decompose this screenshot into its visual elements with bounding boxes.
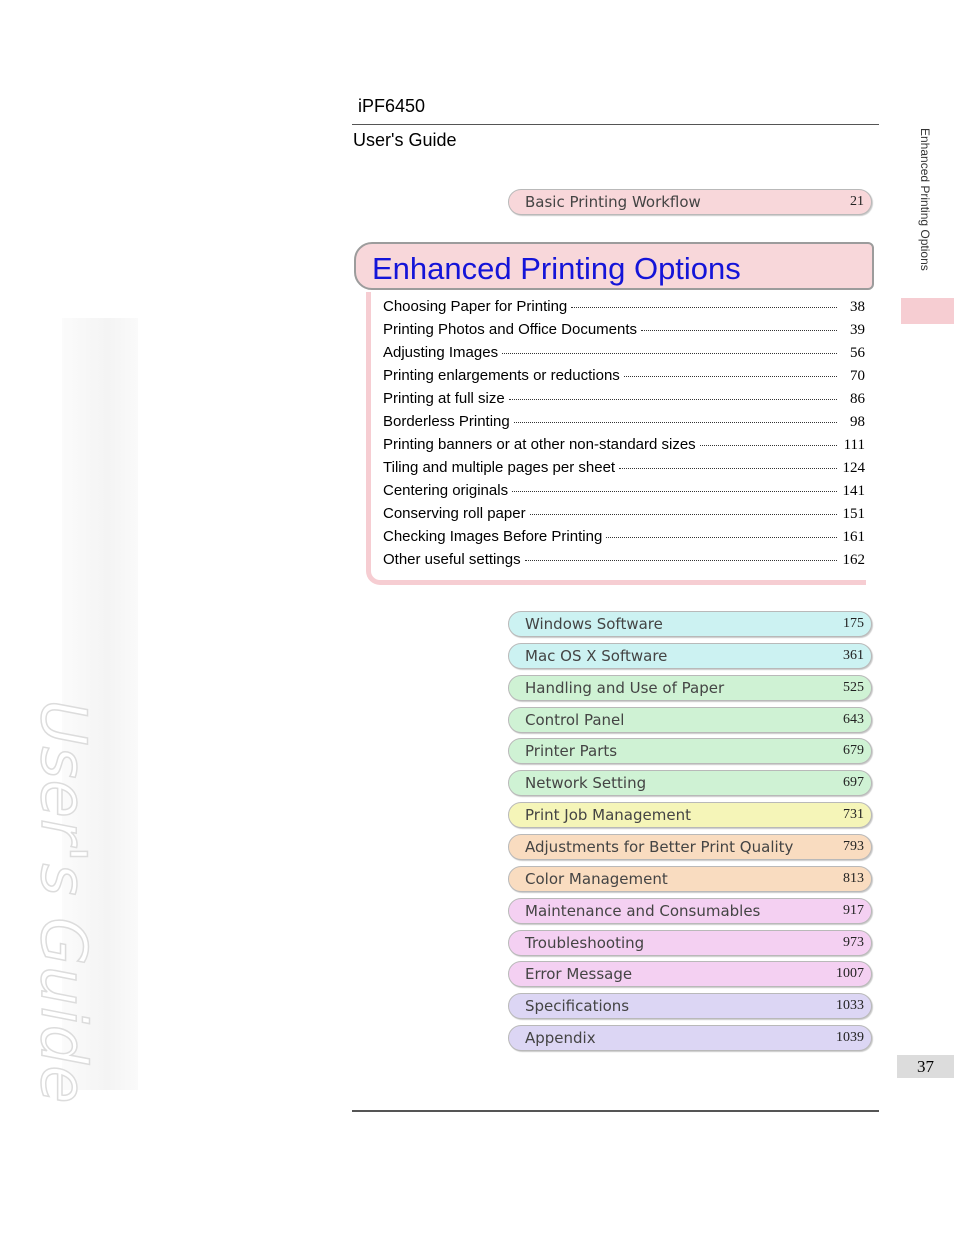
- toc-entry-label: Printing Photos and Office Documents: [383, 321, 638, 338]
- chapter-tab-page: 731: [843, 807, 864, 823]
- toc-leader-dots: [619, 468, 836, 469]
- toc-entry-label: Conserving roll paper: [383, 505, 526, 522]
- toc-entry-label: Printing banners or at other non-standard sizes: [383, 436, 696, 453]
- chapter-tab[interactable]: [508, 930, 872, 956]
- toc-entry[interactable]: [383, 505, 865, 525]
- chapter-tab-page: 679: [843, 743, 864, 759]
- toc-entry[interactable]: [383, 298, 865, 318]
- chapter-tab-label: Printer Parts: [525, 742, 618, 761]
- toc-entry-label: Adjusting Images: [383, 344, 499, 361]
- toc-entry-page: 151: [842, 506, 865, 522]
- chapter-tab[interactable]: [508, 611, 872, 637]
- chapter-tab-label: Handling and Use of Paper: [525, 678, 725, 697]
- toc-entry-label: Tiling and multiple pages per sheet: [383, 459, 616, 476]
- chapter-tab-page: 1033: [836, 998, 864, 1014]
- toc-entry[interactable]: [383, 528, 865, 548]
- page-number: 37: [897, 1055, 954, 1078]
- toc-entry-label: Checking Images Before Printing: [383, 528, 603, 545]
- chapter-tab[interactable]: [508, 675, 872, 701]
- toc-entry[interactable]: [383, 482, 865, 502]
- chapter-tab-page: 361: [843, 647, 864, 663]
- chapter-tab-page: 175: [843, 616, 864, 631]
- toc-leader-dots: [525, 560, 837, 561]
- toc-entry-page: 111: [843, 437, 865, 453]
- chapter-tab-label: Basic Printing Workflow: [525, 193, 701, 211]
- toc-entry-page: 56: [850, 345, 865, 361]
- chapter-tab-page: 1039: [836, 1030, 864, 1046]
- toc-leader-dots: [514, 422, 837, 423]
- toc-entry[interactable]: [383, 367, 865, 387]
- toc-leader-dots: [502, 353, 837, 354]
- toc-entry-page: 86: [850, 391, 865, 407]
- toc-leader-dots: [530, 514, 837, 515]
- chapter-tab-basic-printing-workflow[interactable]: [508, 189, 872, 215]
- chapter-tab[interactable]: [508, 993, 872, 1019]
- chapter-tab[interactable]: [508, 898, 872, 924]
- toc-leader-dots: [571, 307, 837, 308]
- chapter-tab-label: Maintenance and Consumables: [525, 901, 761, 920]
- chapter-tab-label: Color Management: [525, 869, 668, 888]
- side-chapter-marker: [901, 298, 954, 324]
- toc-entry-label: Printing at full size: [383, 390, 505, 407]
- toc-leader-dots: [509, 399, 837, 400]
- chapter-tab-page: 813: [843, 870, 864, 886]
- chapter-tab-page: 917: [843, 902, 864, 918]
- toc-leader-dots: [641, 330, 837, 331]
- toc-entry-label: Borderless Printing: [383, 413, 510, 430]
- section-title: Enhanced Printing Options: [372, 251, 741, 286]
- toc-leader-dots: [606, 537, 836, 538]
- chapter-tab-label: Network Setting: [525, 774, 647, 793]
- chapter-tab[interactable]: [508, 643, 872, 669]
- chapter-tab-label: Control Panel: [525, 710, 625, 729]
- toc-leader-dots: [624, 376, 837, 377]
- section-title-box: [354, 242, 874, 290]
- toc-entry[interactable]: [383, 344, 865, 364]
- toc-entry-label: Choosing Paper for Printing: [383, 298, 568, 315]
- chapter-tab[interactable]: [508, 866, 872, 892]
- toc-entry[interactable]: [383, 459, 865, 479]
- toc-entry-page: 70: [850, 368, 865, 384]
- chapter-tab-label: Print Job Management: [525, 806, 691, 825]
- toc-entry-page: 124: [842, 460, 865, 476]
- toc-entry[interactable]: [383, 436, 865, 456]
- chapter-tab-page: 525: [843, 679, 864, 695]
- chapter-tab[interactable]: [508, 707, 872, 733]
- toc-leader-dots: [512, 491, 836, 492]
- toc-entry-page: 98: [850, 414, 865, 430]
- toc-entry-label: Printing enlargements or reductions: [383, 367, 620, 384]
- chapter-tab-label: Adjustments for Better Print Quality: [525, 837, 794, 856]
- toc-leader-dots: [700, 445, 837, 446]
- footer-rule: [352, 1110, 879, 1112]
- toc-entry-page: 39: [850, 322, 865, 338]
- chapter-tab-label: Appendix: [525, 1029, 596, 1048]
- toc-entry-page: 162: [842, 552, 865, 568]
- product-name: iPF6450: [358, 96, 426, 116]
- toc-entry[interactable]: [383, 321, 865, 341]
- chapter-tab-label: Mac OS X Software: [525, 646, 668, 665]
- chapter-tab[interactable]: [508, 802, 872, 828]
- toc-entry[interactable]: [383, 390, 865, 410]
- chapter-tab[interactable]: [508, 834, 872, 860]
- guide-title: User's Guide: [353, 130, 457, 150]
- toc-entry-page: 161: [842, 529, 865, 545]
- toc-entry-label: Other useful settings: [383, 551, 521, 568]
- toc-entry[interactable]: [383, 551, 865, 571]
- chapter-tab[interactable]: [508, 961, 872, 987]
- chapter-tab-label: Specifications: [525, 997, 630, 1016]
- toc-entry[interactable]: [383, 413, 865, 433]
- chapter-tab-page: 21: [850, 194, 864, 209]
- toc-entry-page: 141: [842, 483, 865, 499]
- chapter-tab-label: Windows Software: [525, 615, 663, 633]
- chapter-tab-page: 697: [843, 775, 864, 791]
- chapter-tab[interactable]: [508, 738, 872, 764]
- watermark-text: User's Guide: [27, 700, 100, 1105]
- side-chapter-title: Enhanced Printing Options: [918, 128, 932, 271]
- chapter-tab-page: 793: [843, 838, 864, 854]
- chapter-tab-label: Troubleshooting: [525, 933, 645, 952]
- chapter-tab[interactable]: [508, 1025, 872, 1051]
- chapter-tab[interactable]: [508, 770, 872, 796]
- header-rule: [352, 124, 879, 125]
- chapter-tab-page: 1007: [836, 966, 864, 982]
- chapter-tab-page: 643: [843, 711, 864, 727]
- toc-entry-page: 38: [850, 299, 865, 315]
- toc-entry-label: Centering originals: [383, 482, 509, 499]
- chapter-tab-label: Error Message: [525, 965, 633, 984]
- chapter-tab-page: 973: [843, 934, 864, 950]
